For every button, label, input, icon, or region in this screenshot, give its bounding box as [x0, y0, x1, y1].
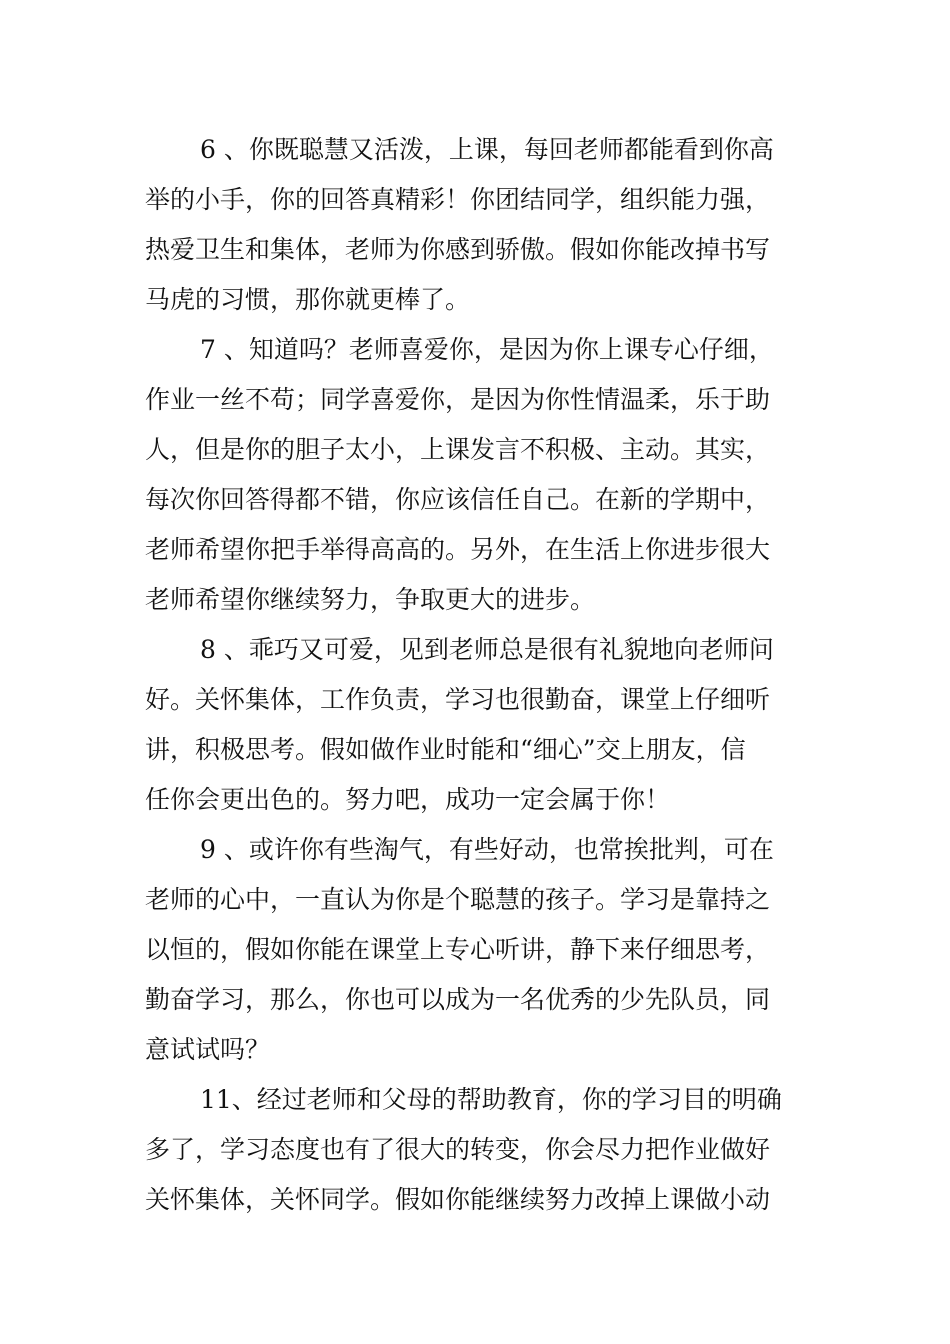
text-line: 多了，学习态度也有了很大的转变，你会尽力把作业做好	[145, 1135, 771, 1164]
text-line: 以恒的，假如你能在课堂上专心听讲，静下来仔细思考，	[145, 935, 771, 964]
text-line: 8 、乖巧又可爱，见到老师总是很有礼貌地向老师问	[200, 635, 774, 664]
text-line: 老师的心中，一直认为你是个聪慧的孩子。学习是靠持之	[145, 885, 771, 914]
text-line: 意试试吗？	[145, 1035, 271, 1064]
text-line: 举的小手，你的回答真精彩！你团结同学，组织能力强，	[145, 185, 771, 214]
text-line: 老师希望你把手举得高高的。另外，在生活上你进步很大	[145, 535, 771, 564]
text-line: 讲，积极思考。假如做作业时能和“细心”交上朋友，信	[145, 735, 746, 764]
text-line: 勤奋学习，那么，你也可以成为一名优秀的少先队员，同	[145, 985, 771, 1014]
text-line: 马虎的习惯，那你就更棒了。	[145, 285, 471, 314]
text-line: 人，但是你的胆子太小，上课发言不积极、主动。其实，	[145, 435, 771, 464]
text-line: 11、经过老师和父母的帮助教育，你的学习目的明确	[200, 1085, 782, 1114]
text-line: 每次你回答得都不错，你应该信任自己。在新的学期中，	[145, 485, 771, 514]
text-line: 老师希望你继续努力，争取更大的进步。	[145, 585, 596, 614]
text-line: 热爱卫生和集体，老师为你感到骄傲。假如你能改掉书写	[145, 235, 771, 264]
text-line: 任你会更出色的。努力吧，成功一定会属于你！	[145, 785, 671, 814]
text-line: 关怀集体，关怀同学。假如你能继续努力改掉上课做小动	[145, 1185, 771, 1214]
text-line: 作业一丝不苟；同学喜爱你，是因为你性情温柔，乐于助	[145, 385, 771, 414]
text-line: 7 、知道吗？老师喜爱你，是因为你上课专心仔细，	[200, 335, 774, 364]
text-line: 6 、你既聪慧又活泼，上课，每回老师都能看到你高	[200, 135, 774, 164]
text-line: 好。关怀集体，工作负责，学习也很勤奋，课堂上仔细听	[145, 685, 771, 714]
text-line: 9 、或许你有些淘气，有些好动，也常挨批判，可在	[200, 835, 774, 864]
